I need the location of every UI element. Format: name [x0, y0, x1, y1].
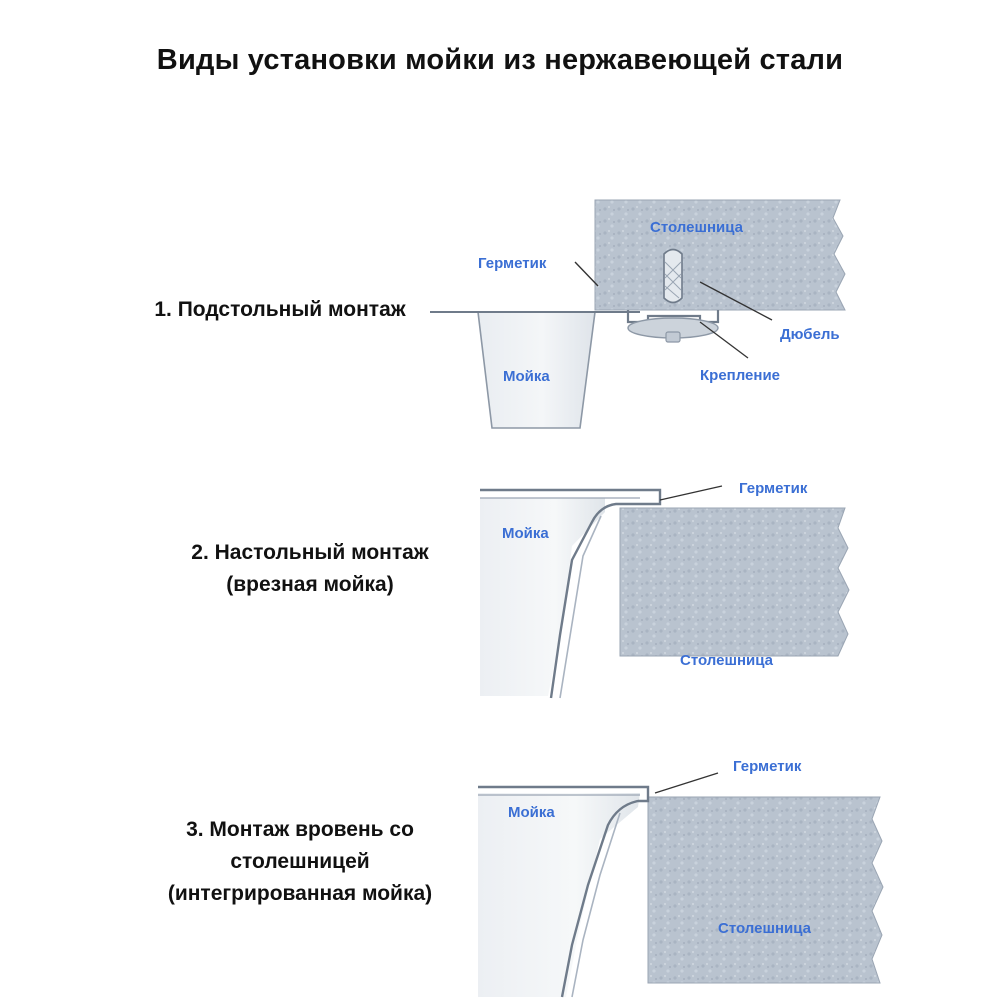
callout-sink-undermount: Мойка — [503, 368, 550, 385]
flushmount-illustration — [0, 735, 1000, 1000]
callout-fastener-undermount: Крепление — [700, 367, 781, 384]
topmount-illustration — [0, 460, 1000, 710]
section-label-flushmount-line3: (интегрированная мойка) — [167, 882, 433, 905]
section-label-topmount-line1: 2. Настольный монтаж — [191, 541, 429, 564]
diagram-section-flushmount — [0, 735, 1000, 1000]
callout-sealant-flushmount: Герметик — [733, 758, 802, 775]
callout-sink-flushmount: Мойка — [508, 804, 555, 821]
section-label-undermount: 1. Подстольный монтаж — [154, 298, 406, 321]
diagram-section-undermount — [0, 170, 1000, 450]
undermount-illustration — [0, 170, 1000, 450]
callout-sealant-topmount: Герметик — [739, 480, 808, 497]
callout-countertop-topmount: Столешница — [680, 652, 773, 669]
callout-countertop-undermount: Столешница — [650, 219, 743, 236]
callout-dowel-undermount: Дюбель — [780, 326, 840, 343]
section-label-topmount-line2: (врезная мойка) — [226, 573, 394, 596]
section-label-flushmount-line1: 3. Монтаж вровень со — [186, 818, 414, 841]
section-label-flushmount-line2: столешницей — [230, 850, 370, 873]
callout-sink-topmount: Мойка — [502, 525, 549, 542]
diagram-section-topmount — [0, 460, 1000, 710]
callout-countertop-flushmount: Столешница — [718, 920, 811, 937]
page-title: Виды установки мойки из нержавеющей стали — [156, 44, 844, 76]
callout-sealant-undermount: Герметик — [478, 255, 547, 272]
